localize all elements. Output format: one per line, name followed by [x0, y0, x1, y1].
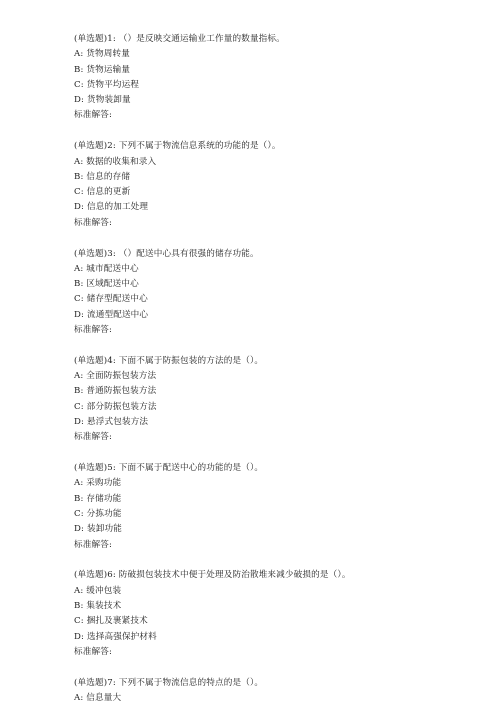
option-d: D: 装卸功能 — [74, 524, 122, 535]
option-b: B: 集装技术 — [74, 601, 122, 611]
option-b: B: 货物运输量 — [74, 64, 131, 75]
question-4 — [74, 354, 474, 446]
option-a: A: 数据的收集和录入 — [74, 156, 157, 167]
option-c: C: 部分防振包装方法 — [74, 401, 157, 412]
option-a: A: 缓冲包装 — [74, 585, 122, 596]
option-d: D: 选择高强保护材料 — [74, 631, 157, 642]
answer-label: 标准解答: — [74, 110, 113, 121]
question-stem: (单选题)3: （）配送中心具有很强的储存功能。 — [74, 248, 259, 259]
option-d: D: 悬浮式包装方法 — [74, 417, 149, 428]
question-6 — [74, 568, 474, 660]
option-a: A: 信息量大 — [74, 692, 122, 703]
option-c: C: 货物平均运程 — [74, 79, 140, 90]
option-a: A: 城市配送中心 — [74, 263, 139, 274]
question-stem: (单选题)4: 下面不属于防振包装的方法的是（）。 — [74, 355, 264, 366]
option-a: A: 货物周转量 — [74, 49, 131, 60]
question-stem: (单选题)5: 下面不属于配送中心的功能的是（）。 — [74, 463, 264, 474]
option-c: C: 信息的更新 — [74, 187, 131, 198]
option-b: B: 普通防振包装方法 — [74, 386, 157, 397]
question-stem: (单选题)7: 下列不属于物流信息的特点的是（）。 — [74, 677, 264, 688]
question-list — [74, 32, 474, 722]
option-d: D: 流通型配送中心 — [74, 309, 149, 320]
option-a: A: 采购功能 — [74, 478, 122, 489]
option-a: A: 全面防振包装方法 — [74, 371, 157, 382]
option-b: B: 信息的存储 — [74, 171, 131, 182]
option-d: D: 信息的加工处理 — [74, 202, 149, 213]
question-stem: (单选题)2: 下列不属于物流信息系统的功能的是（）。 — [74, 141, 281, 152]
option-b: B: 区域配送中心 — [74, 279, 139, 290]
option-c: C: 储存型配送中心 — [74, 294, 148, 305]
question-stem: (单选题)6: 防破损包装技术中便于处理及防治散堆来减少破损的是（）。 — [74, 570, 351, 581]
option-c: C: 分拣功能 — [74, 509, 122, 520]
question-5 — [74, 461, 474, 553]
question-1 — [74, 32, 474, 124]
option-b: B: 存储功能 — [74, 493, 122, 504]
answer-label: 标准解答: — [74, 217, 113, 228]
option-d: D: 货物装卸量 — [74, 95, 131, 106]
question-2 — [74, 139, 474, 231]
question-3 — [74, 247, 474, 339]
option-c: C: 捆扎及裹紧技术 — [74, 616, 148, 627]
answer-label: 标准解答: — [74, 539, 113, 550]
answer-label: 标准解答: — [74, 432, 113, 443]
answer-label: 标准解答: — [74, 325, 113, 336]
answer-label: 标准解答: — [74, 646, 113, 657]
question-stem: (单选题)1: （）是反映交通运输业工作量的数量指标。 — [74, 34, 285, 44]
